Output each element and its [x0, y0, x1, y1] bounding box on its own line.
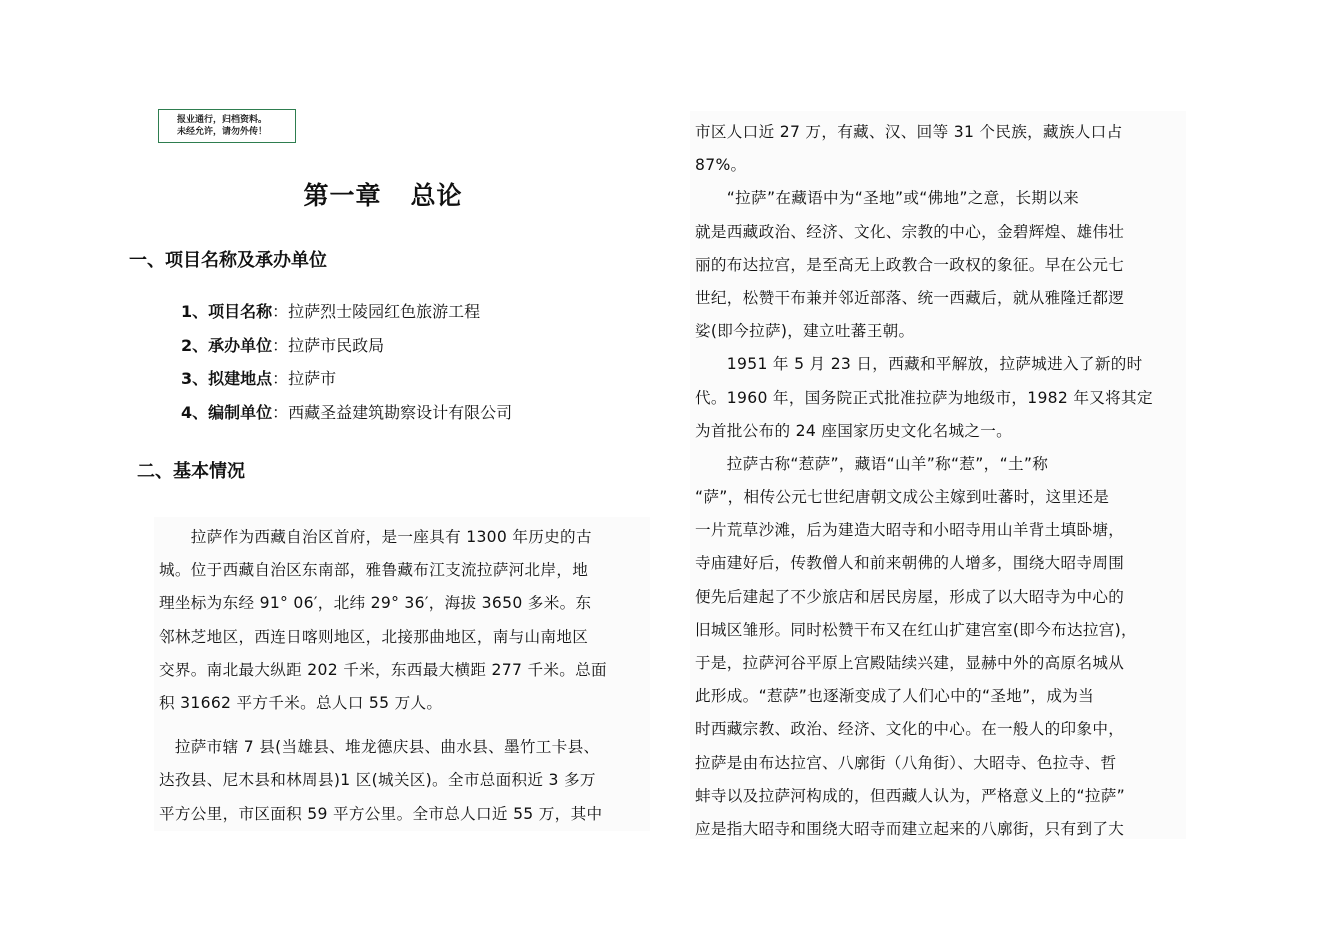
text-line: 旧城区雏形。同时松赞干布又在红山扩建宫室(即今布达拉宫)， [695, 620, 1137, 639]
text-line: 达孜县、尼木县和林周县)1 区(城关区)。全市总面积近 3 多万 [159, 771, 596, 790]
text-line: 应是指大昭寺和围绕大昭寺而建立起来的八廓街，只有到了大 [695, 819, 1125, 838]
section-heading-basic-info: 二、基本情况 [137, 461, 245, 482]
text-line: “萨”，相传公元七世纪唐朝文成公主嫁到吐蕃时，这里还是 [695, 488, 1110, 507]
project-info-list [181, 298, 512, 432]
info-row-compiler [181, 399, 512, 433]
info-row-location [181, 365, 512, 399]
text-line: 蚌寺以及拉萨河构成的，但西藏人认为，严格意义上的“拉萨” [695, 786, 1125, 805]
info-value: ：西藏圣益建筑勘察设计有限公司 [272, 402, 513, 422]
text-line: “拉萨”在藏语中为“圣地”或“佛地”之意，长期以来 [695, 189, 1080, 208]
info-value: ：拉萨烈士陵园红色旅游工程 [272, 302, 481, 321]
text-line: 平方公里，市区面积 59 平方公里。全市总人口近 55 万，其中 [159, 804, 603, 823]
chapter-title: 第一章 总论 [303, 181, 463, 210]
text-line: 邻林芝地区，西连日喀则地区，北接那曲地区，南与山南地区 [159, 627, 589, 646]
text-line: 就是西藏政治、经济、文化、宗教的中心，金碧辉煌、雄伟壮 [695, 222, 1125, 241]
text-line: 拉萨作为西藏自治区首府，是一座具有 1300 年历史的古 [159, 528, 592, 546]
stamp-line: 未经允许，请勿外传！ [177, 127, 268, 137]
section-heading-project: 一、项目名称及承办单位 [129, 250, 327, 271]
info-key: 4、编制单位 [181, 402, 273, 422]
info-row-project-name [181, 298, 512, 332]
text-line: 交界。南北最大纵距 202 千米，东西最大横距 277 千米。总面 [159, 660, 607, 679]
text-line: 便先后建起了不少旅店和居民房屋，形成了以大昭寺为中心的 [695, 587, 1125, 606]
info-row-organizer [181, 332, 512, 366]
text-line: 1951 年 5 月 23 日，西藏和平解放，拉萨城进入了新的时 [695, 355, 1143, 374]
text-line: 理坐标为东经 91° 06′，北纬 29° 36′，海拔 3650 多米。东 [159, 594, 592, 613]
text-line: 寺庙建好后，传教僧人和前来朝佛的人增多，围绕大昭寺周围 [695, 554, 1125, 573]
text-line: 城。位于西藏自治区东南部，雅鲁藏布江支流拉萨河北岸，地 [159, 561, 589, 580]
text-line: 87%。 [695, 156, 747, 175]
text-line: 拉萨是由布达拉宫、八廓街（八角街）、大昭寺、色拉寺、哲 [695, 753, 1117, 772]
paragraph-gap [159, 720, 646, 731]
right-text-block [690, 111, 1186, 839]
text-line: 为首批公布的 24 座国家历史文化名城之一。 [695, 421, 1013, 440]
text-line: 市区人口近 27 万，有藏、汉、回等 31 个民族，藏族人口占 [695, 123, 1123, 141]
text-line: 代。1960 年，国务院正式批准拉萨为地级市，1982 年又将其定 [695, 388, 1153, 407]
text-line: 此形成。“惹萨”也逐渐变成了人们心中的“圣地”，成为当 [695, 687, 1095, 706]
text-line: 丽的布达拉宫，是至高无上政教合一政权的象征。早在公元七 [695, 255, 1125, 274]
info-key: 2、承办单位 [181, 335, 273, 355]
text-line: 拉萨市辖 7 县(当雄县、堆龙德庆县、曲水县、墨竹工卡县、 [159, 738, 600, 757]
text-line: 世纪，松赞干布兼并邻近部落、统一西藏后，就从雅隆迁都逻 [695, 288, 1125, 307]
text-line: 娑(即今拉萨)，建立吐蕃王朝。 [695, 322, 915, 341]
confidential-stamp [158, 109, 296, 143]
text-line: 拉萨古称“惹萨”，藏语“山羊”称“惹”，“土”称 [695, 454, 1049, 473]
info-value: ：拉萨市民政局 [272, 335, 385, 355]
info-key: 3、拟建地点 [181, 369, 273, 388]
text-line: 时西藏宗教、政治、经济、文化的中心。在一般人的印象中， [695, 720, 1125, 739]
text-line: 于是，拉萨河谷平原上宫殿陆续兴建，显赫中外的高原名城从 [695, 654, 1125, 672]
text-line: 一片荒草沙滩，后为建造大昭寺和小昭寺用山羊背土填卧塘， [695, 521, 1125, 540]
text-line: 积 31662 平方千米。总人口 55 万人。 [159, 693, 443, 712]
stamp-line: 报业通行，归档资料。 [177, 115, 268, 125]
info-key: 1、项目名称 [181, 302, 273, 321]
info-value: ：拉萨市 [272, 369, 337, 388]
left-text-block [154, 517, 650, 831]
